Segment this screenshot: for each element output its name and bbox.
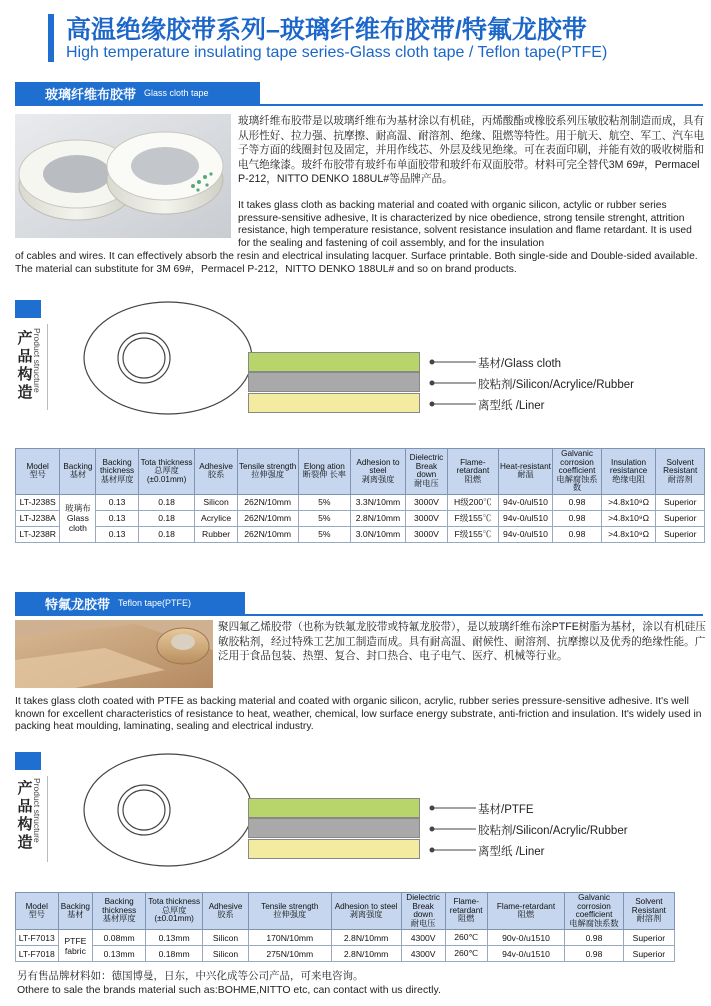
cell-model: LT-J238A: [16, 510, 60, 526]
section-title-en: Glass cloth tape: [144, 88, 209, 98]
structure-divider: [47, 324, 48, 410]
cell-backing-merged: PTFE fabric: [58, 930, 93, 962]
cell: 0.13mm: [146, 930, 203, 946]
cell: 262N/10mm: [237, 494, 298, 510]
header-cn: 电解腐蚀系数: [569, 918, 619, 928]
cell: 3.0N/10mm: [351, 526, 406, 542]
page-title-en: High temperature insulating tape series-Glass cloth tape / Teflon tape(PTFE): [66, 44, 608, 61]
header-en: Backing thickness: [100, 457, 135, 476]
cell: 0.98: [565, 946, 624, 962]
footer-note-en: Othere to sale the brands material such as:BOHME,NITTO etc, can contact with us directly.: [17, 984, 441, 996]
cell: Acrylice: [195, 510, 237, 526]
cell: 0.13mm: [93, 946, 146, 962]
cell: Silicon: [203, 946, 249, 962]
cell: Superior: [656, 526, 705, 542]
cell: 0.18: [138, 526, 195, 542]
header-en: Galvanic corrosion coefficient: [575, 893, 613, 920]
title-accent-bar: [48, 14, 54, 62]
layer-leader-lines: [420, 350, 480, 420]
layer-backing: [248, 798, 420, 818]
header-cn: 总厚度 (±0.01mm): [146, 466, 187, 484]
header-en: Tensile strength: [261, 901, 319, 911]
structure-label-en: Product structure: [32, 778, 42, 843]
cell: F级155℃: [448, 526, 499, 542]
cell: 5%: [298, 494, 351, 510]
cell: 2.8N/10mm: [331, 946, 401, 962]
glass-description-en-2: of cables and wires. It can effectively absorb the resin and electrical insulating lacquer. Surface printable. Both single-side and Double-sided available. The material can substitute for 3M 69#，Permacel P-212，NITTO DENKO 188UL# and so on brand products.: [15, 251, 698, 275]
cell: 0.98: [565, 930, 624, 946]
header-en: Flame-retardant: [449, 897, 483, 915]
cell: 0.18: [138, 510, 195, 526]
header-cn: 耐电压: [414, 479, 439, 489]
cell: 260℃: [445, 946, 487, 962]
section-bar-teflon: [15, 592, 703, 616]
header-en: Tota thickness: [148, 897, 201, 907]
header-en: Dielectric Break down: [406, 893, 440, 920]
header-en: Backing thickness: [102, 897, 137, 915]
cell: 94v-0/ul510: [498, 510, 553, 526]
header-en: Backing: [63, 461, 93, 471]
cell: 94v-0/u1510: [487, 946, 564, 962]
cell: 0.18: [138, 494, 195, 510]
header-cn: 型号: [29, 470, 46, 480]
header-en: Adhesive: [208, 901, 243, 911]
cell: 5%: [298, 526, 351, 542]
table-row: [16, 494, 705, 510]
cell: Superior: [656, 510, 705, 526]
cell: 4300V: [401, 930, 445, 946]
layer-label-adhesive: 胶粘剂/Silicon/Acrylice/Rubber: [478, 379, 634, 391]
cell: Superior: [656, 494, 705, 510]
cell: 3000V: [405, 526, 447, 542]
header-en: Flame-retardant: [496, 901, 556, 911]
layer-label-backing: 基材/PTFE: [478, 804, 534, 816]
header-cn: 型号: [28, 910, 45, 920]
structure-divider: [47, 776, 48, 862]
cell: 262N/10mm: [237, 510, 298, 526]
header-en: Solvent Resistant: [663, 457, 698, 476]
header-cn: 阻燃: [464, 474, 482, 484]
header-en: Tota thickness: [140, 457, 193, 467]
structure-label-cn: 产品构造: [17, 330, 33, 401]
glass-tape-photo: [15, 114, 231, 238]
cell: 90v-0/u1510: [487, 930, 564, 946]
footer-note-cn: 另有售品牌材料如：德国博曼，日东，中兴化成等公司产品，可来电咨询。: [17, 970, 364, 982]
layer-liner: [248, 393, 420, 413]
header-cn: 断裂伸 长率: [302, 470, 346, 480]
structure-label-en: Product structure: [32, 328, 42, 393]
layer-label-adhesive: 胶粘剂/Silicon/Acrylic/Rubber: [478, 825, 628, 837]
section-title-cn: 特氟龙胶带: [45, 596, 111, 612]
teflon-spec-table: [15, 892, 675, 962]
cell: 3000V: [405, 510, 447, 526]
cell: >4.8x10⁹Ω: [601, 526, 656, 542]
layer-leader-lines: [420, 796, 480, 866]
glass-roll-diagram: [80, 298, 270, 418]
header-cn: 剥离强度: [349, 910, 383, 920]
header-cn: 耐电压: [410, 918, 436, 928]
header-en: Elong ation: [303, 461, 345, 471]
header-cn: 阻燃: [517, 910, 535, 920]
header-cn: 耐溶剂: [636, 914, 662, 924]
glass-description-en-1: It takes glass cloth as backing material and coated with organic silicon, actylic or rubber series pressure-sensitive adhesive, It is characterized by nice obedience, strong tensile strenght, attrition resistance, high temperature resistance, solvent resistance insulation and flame retardant. It is used for the sealing and fastening of coil assembly, and for the insulation: [238, 200, 692, 249]
header-en: Adhesion to steel: [356, 457, 400, 476]
cell-backing-merged: 玻璃布 Glass cloth: [60, 494, 96, 542]
table-header-row: [16, 449, 705, 495]
header-cn: 基材厚度: [100, 474, 134, 484]
layer-liner: [248, 839, 420, 859]
cell: Rubber: [195, 526, 237, 542]
teflon-tape-photo: [15, 620, 213, 688]
layer-adhesive: [248, 372, 420, 392]
header-cn: 拉伸强度: [251, 470, 285, 480]
cell: 94v-0/ul510: [498, 526, 553, 542]
cell: 262N/10mm: [237, 526, 298, 542]
header-en: Adhesive: [199, 461, 233, 471]
section-title-cn: 玻璃纤维布胶带: [45, 86, 137, 102]
cell: 0.13: [96, 510, 138, 526]
header-cn: 耐溶剂: [667, 474, 693, 484]
cell: 4300V: [401, 946, 445, 962]
header-en: Adhesion to steel: [334, 901, 398, 911]
cell: 170N/10mm: [248, 930, 331, 946]
table-row: [16, 510, 705, 526]
header-cn: 基材: [67, 910, 84, 920]
teflon-description-cn: 聚四氟乙烯胶带（也称为铁氟龙胶带或特氟龙胶带），是以玻璃纤维布涂PTFE树脂为基材，涂以有机硅压敏胶粘剂，经过特殊工艺加工制造而成。具有耐高温、耐候性、耐溶剂、抗摩擦以及优秀的绝缘性能。广泛用于食品包装、热塑、复合、封口热合、电子电气、医疗、机械等行业。: [218, 621, 706, 663]
cell: 3000V: [405, 494, 447, 510]
structure-label-cn: 产品构造: [17, 780, 33, 851]
cell: 0.13: [96, 494, 138, 510]
header-cn: 阻燃: [458, 914, 475, 924]
cell: Silicon: [203, 930, 249, 946]
cell: 94v-0/ul510: [498, 494, 553, 510]
cell: 2.8N/10mm: [351, 510, 406, 526]
layer-label-liner: 离型纸 /Liner: [478, 846, 545, 858]
layer-backing: [248, 352, 420, 372]
table-row: [16, 526, 705, 542]
layer-label-liner: 离型纸 /Liner: [478, 400, 545, 412]
header-en: Solvent Resistant: [631, 897, 666, 915]
header-en: Backing: [60, 901, 90, 911]
cell: 0.08mm: [93, 930, 146, 946]
cell: 275N/10mm: [248, 946, 331, 962]
cell-model: LT-F7018: [16, 946, 59, 962]
header-cn: 总厚度 (±0.01mm): [154, 905, 194, 924]
table-row: [16, 930, 675, 946]
cell-model: LT-F7013: [16, 930, 59, 946]
cell: Superior: [623, 946, 674, 962]
header-cn: 耐温: [517, 470, 534, 480]
header-en: Galvanic corrosion coefficient: [558, 449, 596, 476]
cell: 0.98: [553, 510, 601, 526]
header-cn: 剥离强度: [361, 474, 395, 484]
header-cn: 绝缘电阻: [612, 474, 645, 484]
cell: >4.8x10⁹Ω: [601, 510, 656, 526]
header-en: Dielectric Break down: [409, 453, 444, 480]
cell: Superior: [623, 930, 674, 946]
header-cn: 基材: [69, 470, 87, 480]
cell: 0.18mm: [146, 946, 203, 962]
layer-label-backing: 基材/Glass cloth: [478, 358, 562, 370]
header-en: Model: [25, 901, 48, 911]
glass-description-cn: 玻璃纤维布胶带是以玻璃纤维布为基材涂以有机硅，丙烯酸酯或橡胶系列压敏胶粘剂制造而成，具有从形性好、拉力强、抗摩擦、耐高温、耐溶剂、绝缘、阻燃等特性。用于航天、航空、军工、汽车电子等方面的线圈封包及固定，并用作线芯、外层及线见绝缘。可在表面印刷，并能有效的吸收树脂和电气绝缘漆。玻纤布胶带有玻纤布单面胶带和玻纤布双面胶带。材料可完全替代3M 69#，Permacel P-212，NITTO DENKO 188UL#等品牌产品。: [238, 115, 705, 186]
header-cn: 胶系: [207, 470, 225, 480]
section-title-en: Teflon tape(PTFE): [118, 598, 192, 608]
cell-model: LT-J238S: [16, 494, 60, 510]
cell: 0.98: [553, 526, 601, 542]
cell: Silicon: [195, 494, 237, 510]
header-en: Tensile strength: [238, 461, 297, 471]
header-cn: 胶系: [217, 910, 234, 920]
teflon-description-en: It takes glass cloth coated with PTFE as backing material and coated with organic silicon, acrylic, rubber series pressure-sensitive adhesive. It's well known for excellent characteristics of resistance to heat, weather, chemical, low surface energy substrate, anti-friction and insulation. It's widely used in packing heat moulding, laminating, sealing and electrical industry.: [15, 696, 702, 733]
glass-spec-table: [15, 448, 705, 543]
cell: 260℃: [445, 930, 487, 946]
page-title-cn: 高温绝缘胶带系列–玻璃纤维布胶带/特氟龙胶带: [66, 16, 587, 44]
cell: F级155℃: [448, 510, 499, 526]
section-bar-glass: [15, 82, 703, 106]
header-en: Model: [26, 461, 49, 471]
cell: 0.98: [553, 494, 601, 510]
header-en: Heat-resistant: [499, 461, 551, 471]
header-cn: 电解腐蚀系数: [556, 474, 598, 493]
table-header-row: [16, 893, 675, 930]
structure-corner-mark: [15, 752, 41, 770]
layer-adhesive: [248, 818, 420, 838]
table-row: [16, 946, 675, 962]
teflon-roll-diagram: [80, 750, 270, 870]
header-en: Insulation resistance: [609, 457, 648, 476]
cell: 5%: [298, 510, 351, 526]
structure-corner-mark: [15, 300, 41, 318]
cell: 0.13: [96, 526, 138, 542]
cell: 2.8N/10mm: [331, 930, 401, 946]
header-en: Flame-retardant: [456, 457, 490, 476]
cell-model: LT-J238R: [16, 526, 60, 542]
cell: H级200℃: [448, 494, 499, 510]
header-cn: 基材厚度: [102, 914, 136, 924]
cell: >4.8x10⁹Ω: [601, 494, 656, 510]
header-cn: 拉伸强度: [273, 910, 307, 920]
cell: 3.3N/10mm: [351, 494, 406, 510]
